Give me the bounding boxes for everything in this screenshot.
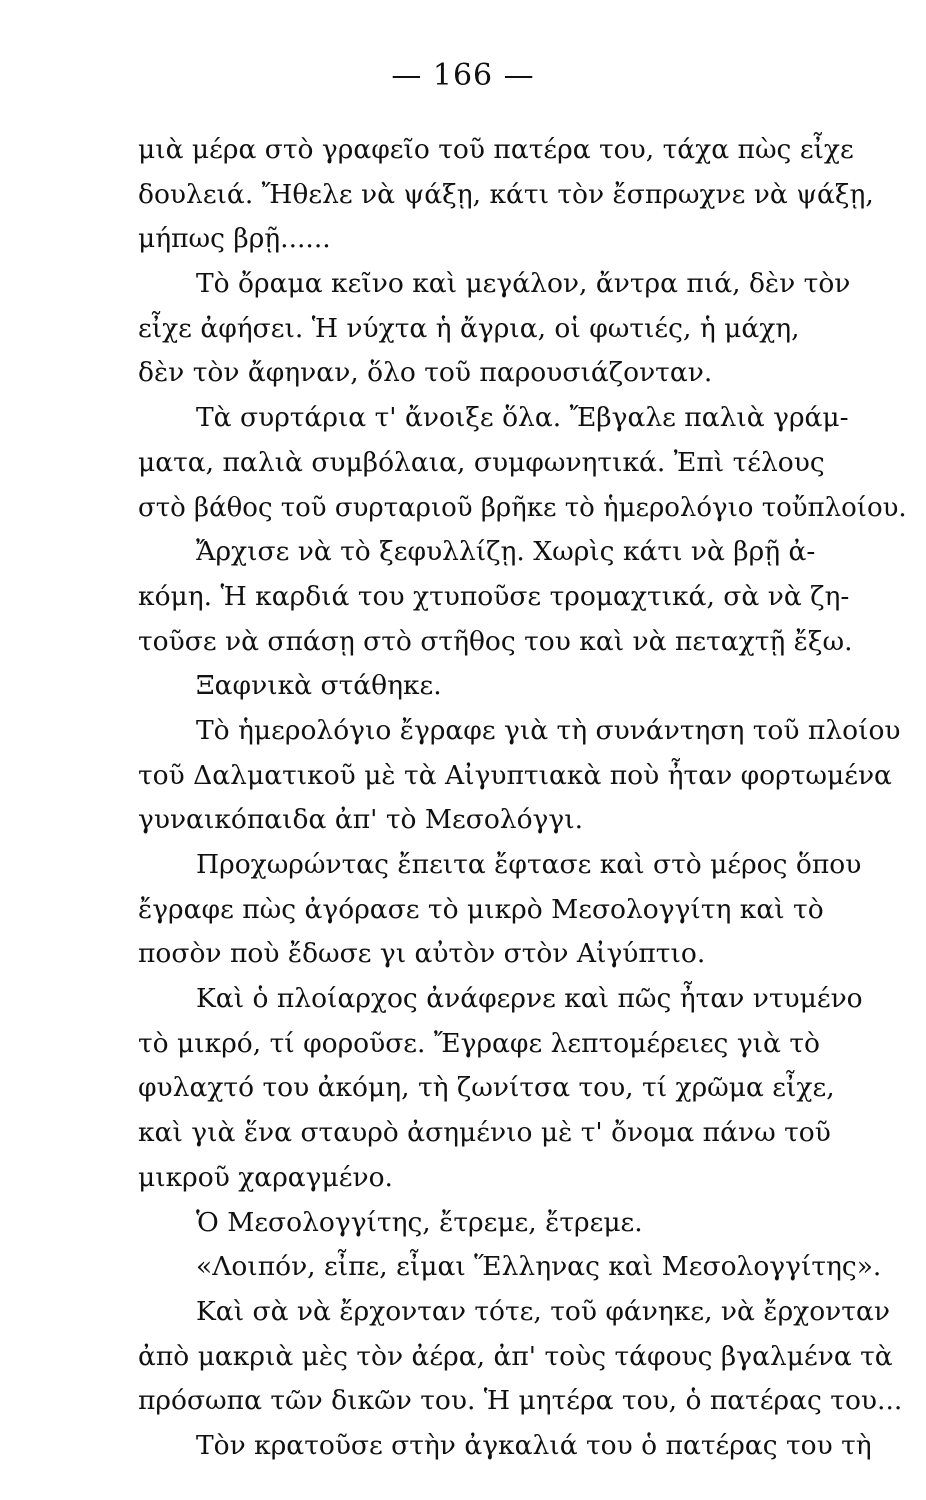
body-text <box>138 128 908 1469</box>
text-line: Τὸ ὄραμα κεῖνο καὶ μεγάλον, ἄντρα πιά, δὲν τὸν <box>196 268 851 300</box>
text-line: μιὰ μέρα στὸ γραφεῖο τοῦ πατέρα του, τάχα πὼς εἶχε <box>138 134 854 165</box>
text-line: εἶχε ἀφήσει. Ἡ νύχτα ἡ ἄγρια, οἱ φωτιές, ἡ μάχη, <box>138 312 800 344</box>
text-line: Προχωρώντας ἔπειτα ἔφτασε καὶ στὸ μέρος ὅπου <box>196 849 862 880</box>
text-line: τοῦ Δαλματικοῦ μὲ τὰ Αἰγυπτιακὰ ποὺ ἦταν φορτωμένα <box>138 759 892 791</box>
text-line: ἀπὸ μακριὰ μὲς τὸν ἀέρα, ἀπ' τοὺς τάφους βγαλμένα τὰ <box>138 1340 893 1372</box>
text-line: Ἄρχισε νὰ τὸ ξεφυλλίζῃ. Χωρὶς κάτι νὰ βρῇ ἀ- <box>196 536 816 568</box>
text-line: δουλειά. Ἤθελε νὰ ψάξῃ, κάτι τὸν ἔσπρωχνε νὰ ψάξῃ, <box>138 178 874 210</box>
text-line: Καὶ σὰ νὰ ἔρχονταν τότε, τοῦ φάνηκε, νὰ ἔρχονταν <box>196 1295 890 1327</box>
text-line: Τὸν κρατοῦσε στὴν ἀγκαλιά του ὁ πατέρας του τὴ <box>196 1429 872 1461</box>
text-line: Ὁ Μεσολογγίτης, ἔτρεμε, ἔτρεμε. <box>196 1206 643 1238</box>
text-line: ἔγραφε πὼς ἀγόρασε τὸ μικρὸ Μεσολογγίτη καὶ τὸ <box>138 893 824 925</box>
text-line: πρόσωπα τῶν δικῶν του. Ἡ μητέρα του, ὁ πατέρας του... <box>138 1385 903 1417</box>
text-line: τὸ μικρό, τί φοροῦσε. Ἔγραφε λεπτομέρειες γιὰ τὸ <box>138 1027 820 1059</box>
text-line: Τὸ ἡμερολόγιο ἔγραφε γιὰ τὴ συνάντηση τοῦ πλοίου <box>196 714 901 746</box>
text-line: γυναικόπαιδα ἀπ' τὸ Μεσολόγγι. <box>138 804 584 836</box>
text-line: φυλαχτό του ἀκόμη, τὴ ζωνίτσα του, τί χρῶμα εἶχε, <box>138 1072 835 1104</box>
text-line: Καὶ ὁ πλοίαρχος ἀνάφερνε καὶ πῶς ἦταν ντυμένο <box>196 983 863 1015</box>
text-line: δὲν τὸν ἄφηναν, ὅλο τοῦ παρουσιάζονταν. <box>138 357 713 389</box>
text-line: καὶ γιὰ ἕνα σταυρὸ ἀσημένιο μὲ τ' ὄνομα πάνω τοῦ <box>138 1117 831 1149</box>
text-line: Ξαφνικὰ στάθηκε. <box>196 670 442 702</box>
text-line: «Λοιπόν, εἶπε, εἶμαι Ἕλληνας καὶ Μεσολογγίτης». <box>196 1251 882 1283</box>
page-number: — 166 — <box>391 58 535 93</box>
text-line: Τὰ συρτάρια τ' ἄνοιξε ὅλα. Ἔβγαλε παλιὰ γράμ- <box>196 402 849 434</box>
text-line: ποσὸν ποὺ ἔδωσε γι αὐτὸν στὸν Αἰγύπτιο. <box>138 938 706 970</box>
text-line: τοῦσε νὰ σπάσῃ στὸ στῆθος του καὶ νὰ πεταχτῇ ἔξω. <box>138 625 853 657</box>
text-line: κόμη. Ἡ καρδιά του χτυποῦσε τρομαχτικά, σὰ νὰ ζη- <box>138 580 850 612</box>
text-line: ματα, παλιὰ συμβόλαια, συμφωνητικά. Ἐπὶ τέλους <box>138 446 825 478</box>
text-line: μήπως βρῇ...... <box>138 223 331 255</box>
text-line: στὸ βάθος τοῦ συρταριοῦ βρῆκε τὸ ἡμερολόγιο τοὔπλοίου. <box>138 492 907 523</box>
text-line: μικροῦ χαραγμένο. <box>138 1161 393 1193</box>
